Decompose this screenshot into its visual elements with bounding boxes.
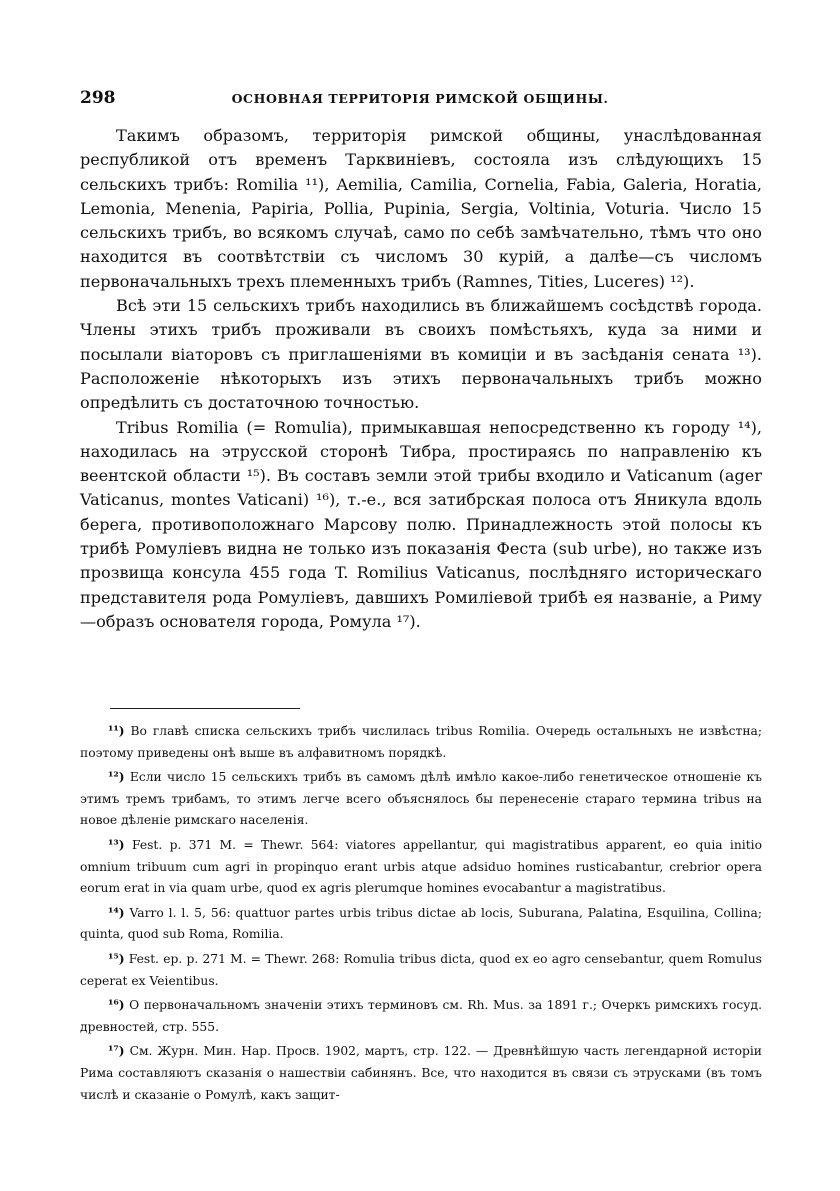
footnote-mark: ¹⁷) xyxy=(108,1043,125,1059)
page-number: 298 xyxy=(80,88,116,108)
footnote xyxy=(80,834,762,900)
footnote xyxy=(80,994,762,1038)
footnote-mark: ¹⁶) xyxy=(108,997,125,1013)
running-title: ОСНОВНАЯ ТЕРРИТОРІЯ РИМСКОЙ ОБЩИНЫ. xyxy=(231,91,609,106)
footnote xyxy=(80,766,762,832)
footnote xyxy=(80,902,762,946)
footnote xyxy=(80,1040,762,1106)
page-header xyxy=(80,88,762,110)
footnote-text: Fest. p. 371 M. = Thewr. 564: viatores appellantur, qui magistratibus apparent, eo quia initio omnium tribuum cum agri in propinquo erant urbis atque adsiduo homines rusticabantur, crebrior opera eorum erat in via quam urbe, quod ex agris plerumque homines evocabantur a magistratibus. xyxy=(80,837,762,896)
main-text xyxy=(80,124,762,634)
footnote-divider xyxy=(110,708,300,709)
footnotes xyxy=(80,720,762,1108)
footnote-text: Varro l. l. 5, 56: quattuor partes urbis tribus dictae ab locis, Suburana, Palatina, Esquilina, Collina; quinta, quod sub Roma, Romilia. xyxy=(80,905,762,942)
footnote-text: Если число 15 сельскихъ трибъ въ самомъ дѣлѣ имѣло какое-либо генетическое отношеніе къ этимъ тремъ трибамъ, то этимъ легче всего объяснялось бы перенесеніе стараго термина tribus на новое дѣленіе римскаго населенія. xyxy=(80,770,762,828)
footnote-mark: ¹²) xyxy=(108,769,125,785)
footnote-mark: ¹³) xyxy=(108,836,125,852)
footnote-text: Fest. ep. p. 271 M. = Thewr. 268: Romulia tribus dicta, quod ex eo agro censebantur, quem Romulus ceperat ex Veientibus. xyxy=(80,951,762,988)
footnote-mark: ¹¹) xyxy=(108,723,125,738)
footnote xyxy=(80,948,762,992)
footnote-mark: ¹⁴) xyxy=(108,904,125,920)
footnote-text: Во главѣ списка сельскихъ трибъ числилась tribus Romilia. Очередь остальныхъ не извѣстна; поэтому приведены онѣ выше въ алфавитномъ порядкѣ. xyxy=(80,724,762,760)
footnote-mark: ¹⁵) xyxy=(108,950,125,966)
paragraph: Tribus Romilia (= Romulia), примыкавшая непосредственно къ городу ¹⁴), находилась на этрусской сторонѣ Тибра, простираясь по направленію къ веентской области ¹⁵). Въ составъ земли этой трибы входило и Vaticanum (ager Vaticanus, montes Vaticani) ¹⁶), т.-е., вся затибрская полоса отъ Яникула вдоль берега, противоположнаго Марсову полю. Принадлежность этой полосы къ трибѣ Ромуліевъ видна не только изъ показанія Феста (sub urbe), но также изъ прозвища консула 455 года T. Romilius Vaticanus, послѣдняго историческаго представителя рода Ромуліевъ, давшихъ Ромиліевой трибѣ ея названіе, а Риму—образъ основателя города, Ромула ¹⁷). xyxy=(80,417,762,631)
footnote-text: См. Журн. Мин. Нар. Просв. 1902, мартъ, стр. 122. — Древнѣйшую часть легендарной исторіи Рима составляютъ сказанія о нашествіи сабинянъ. Все, что находится въ связи съ этрусками (въ томъ числѣ и сказаніе о Ромулѣ, какъ защит- xyxy=(80,1044,762,1102)
paragraph: Такимъ образомъ, территорія римской общины, унаслѣдованная республикой отъ временъ Тарквиніевъ, состояла изъ слѣдующихъ 15 сельскихъ трибъ: Romilia ¹¹), Aemilia, Camilia, Cornelia, Fabia, Galeria, Horatia, Lemonia, Menenia, Papiria, Pollia, Pupinia, Sergia, Voltinia, Voturia. Число 15 сельскихъ трибъ, во всякомъ случаѣ, само по себѣ замѣчательно, тѣмъ что оно находится въ соотвѣтствіи съ числомъ 30 курій, а далѣе—съ числомъ первоначальныхъ трехъ племенныхъ трибъ (Ramnes, Tities, Luceres) ¹²). xyxy=(80,126,762,291)
footnote-text: О первоначальномъ значеніи этихъ терминовъ см. Rh. Mus. за 1891 г.; Очеркъ римскихъ госуд. древностей, стр. 555. xyxy=(80,998,763,1034)
paragraph: Всѣ эти 15 сельскихъ трибъ находились въ ближайшемъ сосѣдствѣ города. Члены этихъ трибъ проживали въ своихъ помѣстьяхъ, куда за ними и посылали віаторовъ съ приглашеніями въ комиціи и въ засѣданія сената ¹³). Расположеніе нѣкоторыхъ изъ этихъ первоначальныхъ трибъ можно опредѣлить съ достаточною точностью. xyxy=(80,296,762,413)
footnote xyxy=(80,720,762,764)
